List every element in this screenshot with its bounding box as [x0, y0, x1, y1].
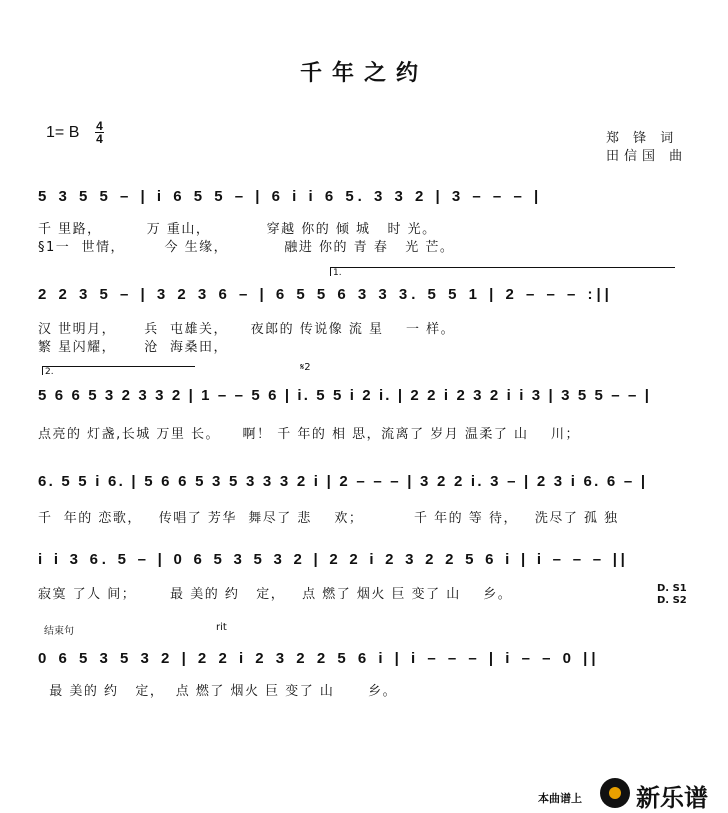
notes-row-1: 5 3 5 5 – | i 6 5 5 – | 6 i i 6 5. 3 3 2 | 3 – – – |: [38, 188, 543, 205]
lyricist-credit: 郑 锋 词: [606, 131, 679, 146]
lyrics-row-1-verse-1: 千 里路， 万 重山， 穿越 你的 倾 城 时 光。: [38, 222, 437, 237]
brand-name: 新乐谱: [636, 784, 708, 812]
lyrics-row-6: 最 美的 约 定， 点 燃了 烟火 巨 变了 山 乡。: [38, 684, 398, 699]
lyrics-row-1-verse-2: §1一 世情， 今 生缘， 融进 你的 青 春 光 芒。: [38, 240, 455, 255]
ending-label: 结束句: [44, 626, 74, 637]
volta-2-label: 2.: [45, 367, 54, 377]
lyrics-row-2-verse-2: 繁 星闪耀， 沧 海桑田，: [38, 340, 229, 355]
ds2-mark: D. S2: [657, 595, 687, 606]
rit-mark: rit: [216, 622, 227, 633]
time-sig-top: 4: [96, 119, 103, 133]
page-title: 千年之约: [299, 60, 428, 86]
volta-1-label: 1.: [333, 268, 342, 278]
music-disc-logo-icon: [600, 778, 630, 808]
lyrics-row-4: 千 年的 恋歌， 传唱了 芳华 舞尽了 悲 欢； 千 年的 等 待， 洗尽了 孤 独: [38, 511, 619, 526]
time-signature: [95, 120, 104, 145]
volta-2: [42, 366, 195, 375]
key-signature: 1= B: [46, 124, 80, 141]
lyrics-row-3: 点亮的 灯盏,长城 万里 长。 啊！ 千 年的 相 思，流离了 岁月 温柔了 山 川；: [38, 427, 581, 442]
notes-row-6: 0 6 5 3 5 3 2 | 2 2 i 2 3 2 2 5 6 i | i – – – | i – – 0 ||: [38, 650, 600, 667]
source-label: 本曲谱上: [538, 792, 582, 805]
lyrics-row-2-verse-1: 汉 世明月， 兵 屯雄关， 夜郎的 传说像 流 星 一 样。: [38, 322, 456, 337]
segno-2: 𝄋2: [300, 362, 311, 373]
time-sig-bottom: 4: [96, 132, 103, 146]
lyrics-row-5: 寂寞 了人 间； 最 美的 约 定， 点 燃了 烟火 巨 变了 山 乡。: [38, 587, 513, 602]
notes-row-3: 5 6 6 5 3 2 3 3 2 | 1 – – 5 6 | i. 5 5 i 2 i. | 2 2 i 2 3 2 i i 3 | 3 5 5 – – |: [38, 387, 652, 404]
volta-1: [330, 267, 675, 276]
composer-credit: 田信国 曲: [606, 149, 688, 164]
notes-row-2: 2 2 3 5 – | 3 2 3 6 – | 6 5 5 6 3 3 3. 5 5 1 | 2 – – – :||: [38, 286, 613, 303]
ds1-mark: D. S1: [657, 583, 687, 594]
notes-row-5: i i 3 6. 5 – | 0 6 5 3 5 3 2 | 2 2 i 2 3 2 2 5 6 i | i – – – ||: [38, 551, 629, 568]
notes-row-4: 6. 5 5 i 6. | 5 6 6 5 3 5 3 3 3 2 i | 2 – – – | 3 2 2 i. 3 – | 2 3 i 6. 6 – |: [38, 473, 648, 490]
